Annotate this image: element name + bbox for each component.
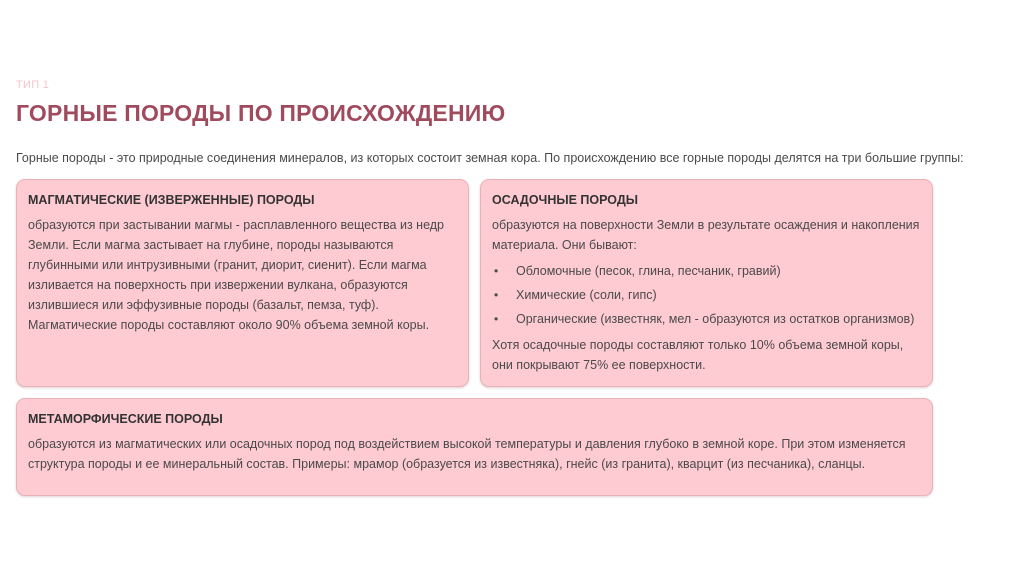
- metamorphic-text: образуются из магматических или осадочных пород под воздействием высокой температуры и давления глубоко в земной коре. При этом изменяется структура породы и ее минеральный состав. Примеры: мрамор (образуется из известняка), гнейс (из гранита), кварцит (из песчаника), сланцы.: [28, 437, 906, 471]
- sedimentary-list: [492, 259, 921, 331]
- sedimentary-text: образуются на поверхности Земли в результате осаждения и накопления материала. Они бывают:: [492, 218, 920, 252]
- list-item-text: Органические (известняк, мел - образуются из остатков организмов): [516, 312, 915, 326]
- list-item-text: Химические (соли, гипс): [516, 288, 657, 302]
- bullet-icon: •: [494, 312, 499, 326]
- intro-text: Горные породы - это природные соединения минералов, из которых состоит земная кора. По происхождению все горные породы делятся на три большие группы:: [16, 151, 964, 165]
- magmatic-card: [16, 179, 469, 387]
- metamorphic-heading: МЕТАМОРФИЧЕСКИЕ ПОРОДЫ: [28, 412, 223, 426]
- page-title: ГОРНЫЕ ПОРОДЫ ПО ПРОИСХОЖДЕНИЮ: [16, 100, 506, 126]
- bullet-icon: •: [494, 264, 499, 278]
- list-item-text: Обломочные (песок, глина, песчаник, гравий): [516, 264, 781, 278]
- magmatic-text: образуются при застывании магмы - расплавленного вещества из недр Земли. Если магма застывает на глубине, породы называются глубинными или интрузивными (гранит, диорит, сиенит). Если магма изливается на поверхность при извержении вулкана, образуются излившиеся или эффузивные породы (базальт, пемза, туф). Магматические породы составляют около 90% объема земной коры.: [28, 218, 444, 332]
- list-item: [492, 259, 921, 283]
- metamorphic-card: [16, 398, 933, 496]
- sedimentary-card: [480, 179, 933, 387]
- list-item: [492, 283, 921, 307]
- sedimentary-heading: ОСАДОЧНЫЕ ПОРОДЫ: [492, 193, 638, 207]
- magmatic-heading: МАГМАТИЧЕСКИЕ (ИЗВЕРЖЕННЫЕ) ПОРОДЫ: [28, 193, 315, 207]
- sedimentary-footnote: Хотя осадочные породы составляют только 10% объема земной коры, они покрывают 75% ее поверхности.: [492, 338, 904, 372]
- list-item: [492, 307, 921, 331]
- bullet-icon: •: [494, 288, 499, 302]
- type-label: ТИП 1: [16, 79, 50, 91]
